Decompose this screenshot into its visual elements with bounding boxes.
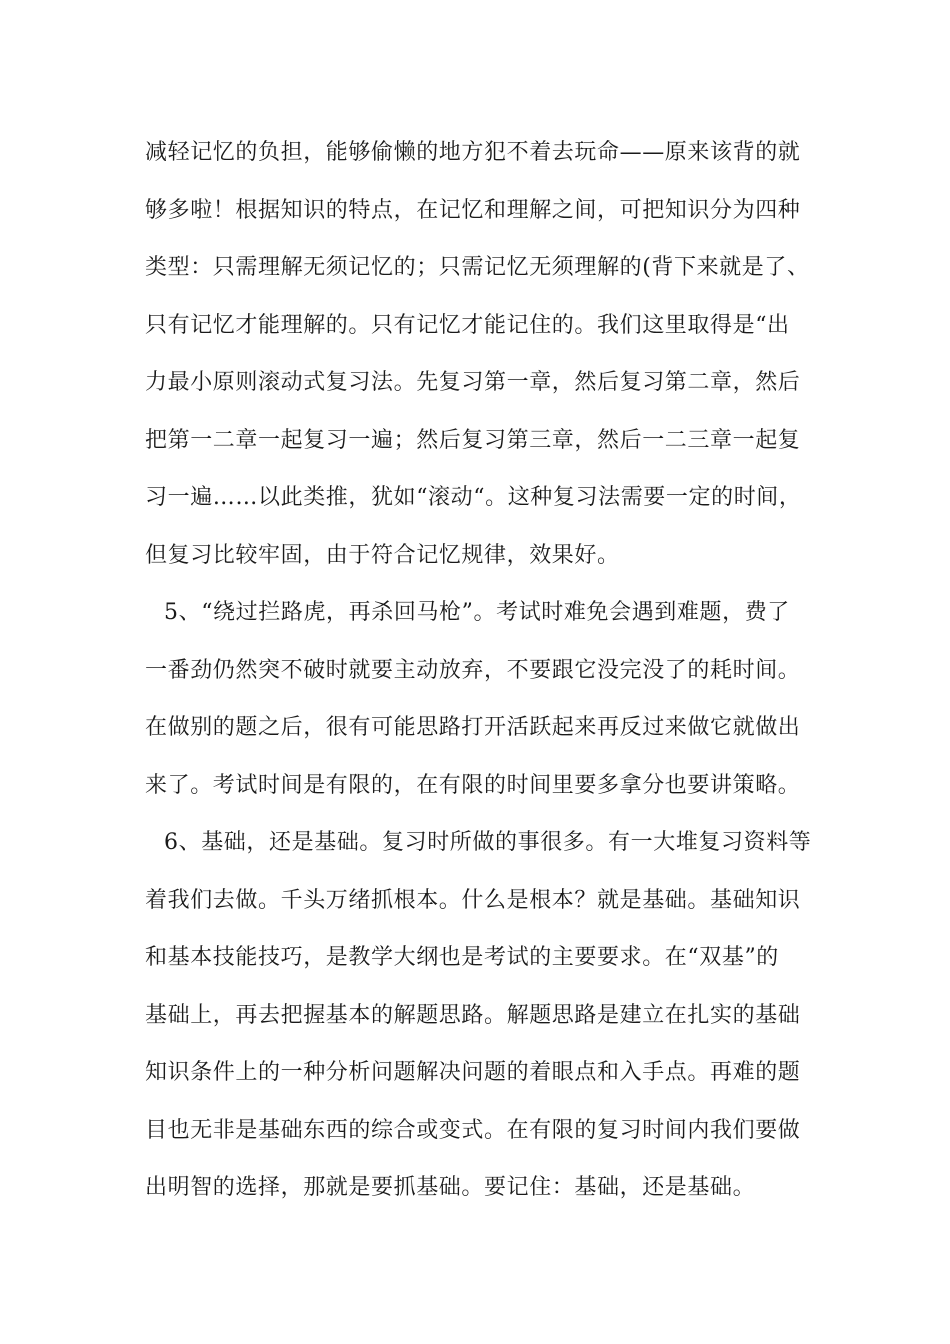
text-line: 来了。考试时间是有限的，在有限的时间里要多拿分也要讲策略。: [145, 772, 801, 798]
text-line: 和基本技能技巧，是教学大纲也是考试的主要要求。在“双基”的: [145, 945, 779, 970]
text-line: 但复习比较牢固，由于符合记忆规律，效果好。: [145, 542, 620, 568]
text-line: 目也无非是基础东西的综合或变式。在有限的复习时间内我们要做: [145, 1117, 801, 1143]
text-line: 着我们去做。千头万绪抓根本。什么是根本？就是基础。基础知识: [145, 887, 801, 913]
text-line: 类型：只需理解无须记忆的；只需记忆无须理解的(背下来就是了、: [145, 255, 810, 280]
text-line: 基础上，再去把握基本的解题思路。解题思路是建立在扎实的基础: [145, 1002, 801, 1028]
text-line: 够多啦！根据知识的特点，在记忆和理解之间，可把知识分为四种: [145, 197, 801, 223]
text-line: 在做别的题之后，很有可能思路打开活跃起来再反过来做它就做出: [145, 715, 801, 740]
paragraph-5-start: 5、“绕过拦路虎，再杀回马枪”。考试时难免会遇到难题，费了: [164, 600, 790, 625]
body-text: [145, 128, 825, 1221]
text-line: 知识条件上的一种分析问题解决问题的着眼点和入手点。再难的题: [145, 1060, 801, 1085]
text-line: 出明智的选择，那就是要抓基础。要记住：基础，还是基础。: [145, 1175, 756, 1200]
text-line: 习一遍……以此类推，犹如“滚动“。这种复习法需要一定的时间，: [145, 485, 802, 510]
text-line: 只有记忆才能理解的。只有记忆才能记住的。我们这里取得是“出: [145, 312, 790, 338]
text-line: 一番劲仍然突不破时就要主动放弃，不要跟它没完没了的耗时间。: [145, 657, 801, 683]
text-line: 减轻记忆的负担，能够偷懒的地方犯不着去玩命——原来该背的就: [145, 140, 801, 165]
paragraph-6-start: 6、基础，还是基础。复习时所做的事很多。有一大堆复习资料等: [164, 830, 812, 855]
text-line: 把第一二章一起复习一遍；然后复习第三章，然后一二三章一起复: [145, 427, 801, 453]
text-line: 力最小原则滚动式复习法。先复习第一章，然后复习第二章，然后: [145, 370, 801, 395]
